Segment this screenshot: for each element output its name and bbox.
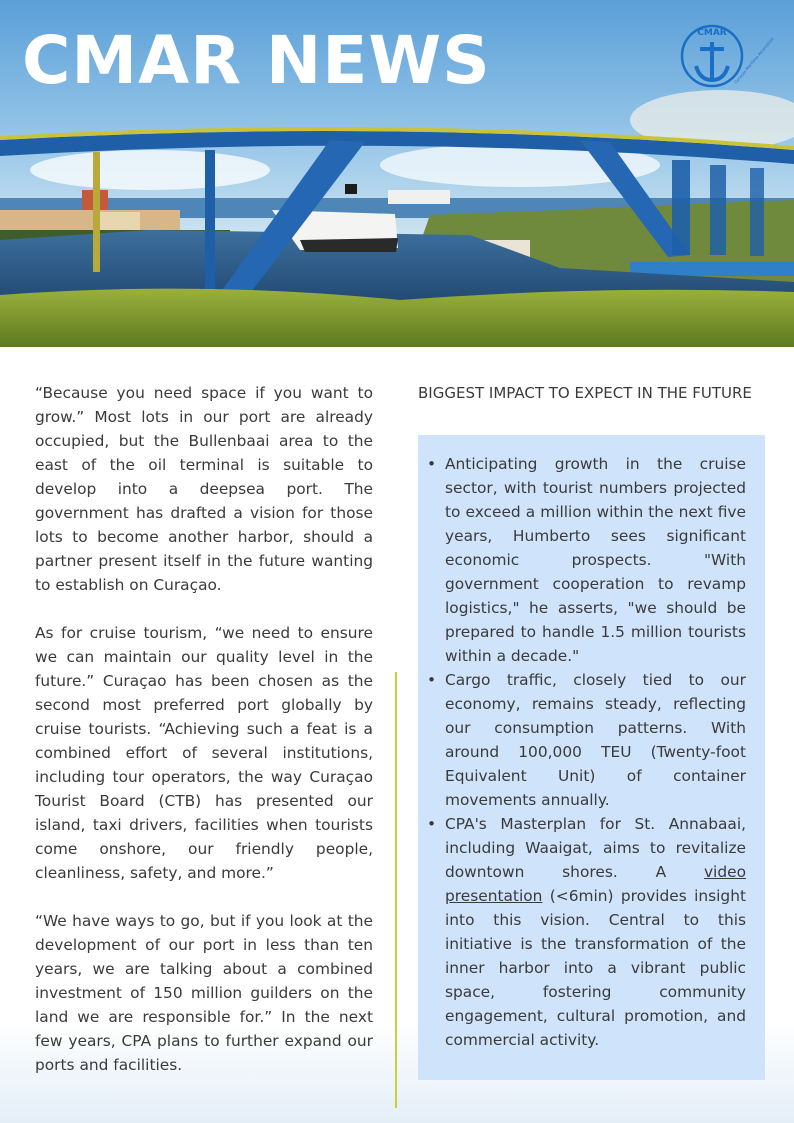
list-item-text: (<6min) provides insight into this vision. Central to this initiative is the transformation of the inner harbor into a vibrant public space, fostering community engagement, cultural promotion, and commercial activity. — [445, 887, 746, 1049]
bullet-icon: • — [427, 671, 437, 689]
list-item — [427, 812, 746, 1052]
column-divider — [395, 672, 397, 1108]
list-item-text: Anticipating growth in the cruise sector, with tourist numbers projected to exceed a million within the next five years, Humberto sees significant economic prospects. "With government cooperation to revamp logistics," he asserts, "we should be prepared to handle 1.5 million tourists within a decade." — [445, 455, 746, 665]
list-item — [427, 452, 746, 668]
video-presentation-link[interactable]: video presentation — [445, 863, 746, 905]
article-paragraph: “Because you need space if you want to grow.” Most lots in our port are already occupied, but the Bullenbaai area to the east of the oil terminal is suitable to develop into a deepsea port. The government has drafted a vision for those lots to become another harbor, should a partner present itself in the future wanting to establish on Curaçao. — [35, 384, 373, 594]
bullet-icon: • — [427, 455, 437, 473]
impact-box — [418, 435, 765, 1080]
article-left-column — [35, 381, 373, 1101]
logo-ring-text: Curaçao Maritime Association — [732, 35, 776, 85]
cmar-logo — [672, 22, 776, 92]
list-item-text: CPA's Masterplan for St. Annabaai, including Waaigat, aims to revitalize downtown shores. A — [445, 815, 746, 881]
bullet-icon: • — [427, 815, 437, 833]
article-paragraph: “We have ways to go, but if you look at the development of our port in less than ten years, we are talking about a combined investment of 150 million guilders on the land we are responsible for.” In the next few years, CPA plans to further expand our ports and facilities. — [35, 912, 373, 1074]
list-item — [427, 668, 746, 812]
list-item-text: Cargo traffic, closely tied to our economy, remains steady, reflecting our consumption patterns. With around 100,000 TEU (Twenty-foot Equivalent Unit) of container movements annually. — [445, 671, 746, 809]
section-heading: BIGGEST IMPACT TO EXPECT IN THE FUTURE — [418, 384, 752, 402]
anchor-icon — [672, 22, 776, 92]
logo-top-text: CMAR — [697, 28, 727, 38]
article-paragraph: As for cruise tourism, “we need to ensure we can maintain our quality level in the future.” Curaçao has been chosen as the second most preferred port globally by cruise tourists. “Achieving such a feat is a combined effort of several institutions, including tour operators, the way Curaçao Tourist Board (CTB) has presented our island, taxi drivers, facilities when tourists come onshore, our friendly people, cleanliness, safety, and more.” — [35, 624, 373, 882]
impact-list — [418, 435, 765, 1052]
newsletter-title: CMAR NEWS — [22, 22, 491, 99]
